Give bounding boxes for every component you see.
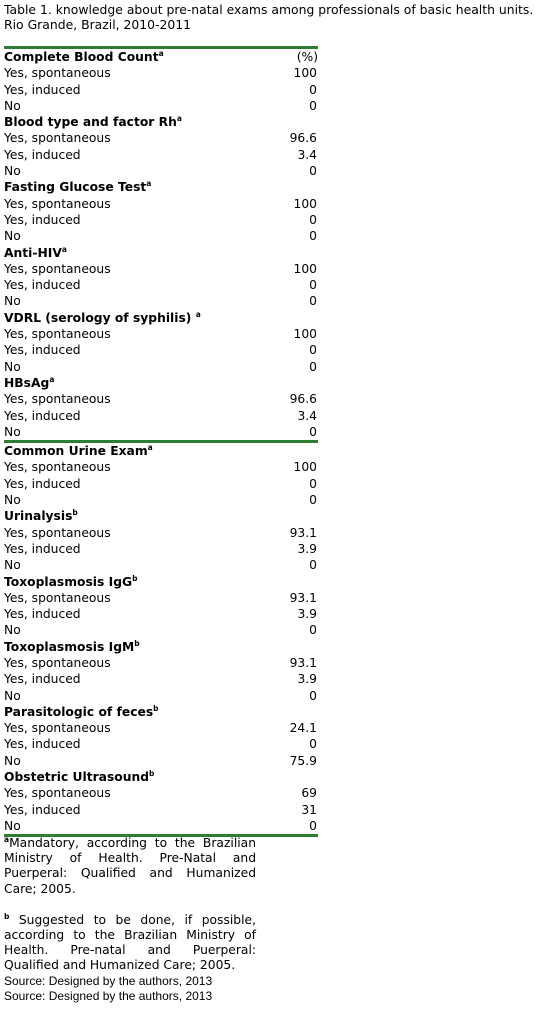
table-row (4, 196, 318, 212)
table-row (4, 163, 318, 179)
footnote-b-mark: b (4, 911, 10, 921)
percent-value: 31 (301, 802, 317, 817)
footnote-a-text: Mandatory, according to the Brazilian Ministry of Health. Pre-Natal and Puerperal: Qualified and Humanized Care; 2005. (4, 836, 256, 896)
section-title: Urinalysis (4, 509, 73, 524)
percent-value: 0 (309, 229, 317, 244)
response-label: Yes, induced (4, 343, 81, 358)
section-header-row (4, 375, 318, 391)
response-label: Yes, spontaneous (4, 590, 111, 605)
percent-value: 0 (309, 278, 317, 293)
percent-value: 0 (309, 476, 317, 491)
section-label (4, 245, 67, 261)
response-label: Yes, induced (4, 278, 81, 293)
table-row (4, 459, 318, 475)
table-row (4, 785, 318, 801)
table-row (4, 65, 318, 81)
response-label: No (4, 164, 21, 179)
footnote-mark: a (61, 244, 67, 254)
percent-value: 3.4 (297, 147, 317, 162)
section-header-row (4, 704, 318, 720)
footnote-mark: a (195, 309, 201, 319)
table-row (4, 293, 318, 309)
response-label: No (4, 623, 21, 638)
table-row (4, 688, 318, 704)
table-row (4, 655, 318, 671)
percent-value: 0 (309, 818, 317, 833)
table-row (4, 408, 318, 424)
footnote-mark: b (134, 638, 140, 648)
footnote-a (4, 836, 256, 897)
footnote-b-text: Suggested to be done, if possible, according to the Brazilian Ministry of Health. Pre-natal and Puerperal: Qualified and Humanized Care; 2005. (4, 912, 256, 973)
table-row (4, 557, 318, 573)
table-row (4, 359, 318, 375)
response-label: Yes, induced (4, 802, 81, 817)
percent-value: 100 (293, 327, 317, 342)
response-label: Yes, induced (4, 212, 81, 227)
percent-value: 0 (309, 294, 317, 309)
response-label: Yes, induced (4, 408, 81, 423)
section-title: Common Urine Exam (4, 444, 148, 459)
response-label: No (4, 558, 21, 573)
table-row (4, 818, 318, 834)
section-label (4, 375, 54, 391)
table-row (4, 342, 318, 358)
section-header-row (4, 179, 318, 195)
section-label (4, 179, 151, 195)
percent-value: 0 (309, 558, 317, 573)
response-label: No (4, 359, 21, 374)
response-label: Yes, induced (4, 737, 81, 752)
percent-value: 75.9 (289, 753, 317, 768)
table-row (4, 671, 318, 687)
response-label: Yes, spontaneous (4, 460, 111, 475)
percent-value: 0 (309, 623, 317, 638)
section-header-row (4, 245, 318, 261)
footnote-a-mark: a (4, 834, 10, 844)
response-label: No (4, 688, 21, 703)
section-title: Toxoplasmosis IgG (4, 574, 133, 589)
table-row (4, 424, 318, 440)
footnote-mark: b (153, 703, 159, 713)
response-label: No (4, 229, 21, 244)
table-row (4, 622, 318, 638)
table-row (4, 802, 318, 818)
response-label: Yes, spontaneous (4, 131, 111, 146)
response-label: Yes, spontaneous (4, 525, 111, 540)
table-row (4, 492, 318, 508)
table-row (4, 326, 318, 342)
response-label: Yes, induced (4, 607, 81, 622)
percent-value: 3.9 (297, 541, 317, 556)
footnotes (4, 836, 256, 1004)
unit-header: (%) (296, 50, 318, 64)
response-label: Yes, induced (4, 147, 81, 162)
response-label: No (4, 294, 21, 309)
section-header-row (4, 310, 318, 326)
response-label: Yes, induced (4, 82, 81, 97)
exam-table (4, 46, 318, 837)
percent-value: 0 (309, 493, 317, 508)
percent-value: 3.4 (297, 408, 317, 423)
percent-value: 0 (309, 688, 317, 703)
section-title: Fasting Glucose Test (4, 180, 147, 195)
section-header-row (4, 769, 318, 785)
table-row (4, 261, 318, 277)
percent-value: 96.6 (289, 131, 317, 146)
footnote-mark: b (132, 573, 138, 583)
section-title: Complete Blood Count (4, 50, 159, 64)
footnote-b (4, 913, 256, 974)
table-row (4, 228, 318, 244)
response-label: Yes, spontaneous (4, 392, 111, 407)
section-header-row (4, 574, 318, 590)
response-label: Yes, induced (4, 672, 81, 687)
section-title: Parasitologic of feces (4, 704, 154, 719)
footnote-mark: a (158, 48, 164, 58)
percent-value: 0 (309, 164, 317, 179)
percent-value: 0 (309, 98, 317, 113)
section-label (4, 704, 159, 720)
percent-value: 100 (293, 196, 317, 211)
section-label (4, 114, 182, 130)
section-label (4, 639, 140, 655)
table-row (4, 391, 318, 407)
percent-value: 0 (309, 424, 317, 439)
section-header-row (4, 639, 318, 655)
section-title: Anti-HIV (4, 245, 62, 260)
table-row (4, 147, 318, 163)
section-label (4, 574, 137, 590)
table-row (4, 720, 318, 736)
source-note-2: Source: Designed by the authors, 2013 (4, 988, 213, 1003)
percent-value: 0 (309, 212, 317, 227)
footnote-mark: a (147, 443, 153, 453)
percent-value: 3.9 (297, 607, 317, 622)
percent-value: 0 (309, 737, 317, 752)
response-label: Yes, spontaneous (4, 655, 111, 670)
table-row (4, 82, 318, 98)
footnote-mark: b (149, 768, 155, 778)
percent-value: 0 (309, 82, 317, 97)
table-caption: Table 1. knowledge about pre-natal exams among professionals of basic health units. Rio Grande, Brazil, 2010-2011 (4, 2, 534, 32)
table-row (4, 212, 318, 228)
section-header-row (4, 114, 318, 130)
footnote-mark: a (146, 179, 152, 189)
table-row (4, 98, 318, 114)
section-label (4, 508, 78, 524)
response-label: Yes, spontaneous (4, 66, 111, 81)
response-label: No (4, 98, 21, 113)
table-row (4, 753, 318, 769)
table-row (4, 476, 318, 492)
percent-value: 100 (293, 261, 317, 276)
percent-value: 100 (293, 460, 317, 475)
table-row (4, 277, 318, 293)
percent-value: 96.6 (289, 392, 317, 407)
section-header-row (4, 443, 318, 459)
percent-value: 93.1 (289, 525, 317, 540)
percent-value: 3.9 (297, 672, 317, 687)
footnote-mark: a (49, 374, 55, 384)
percent-value: 0 (309, 343, 317, 358)
table-body (4, 49, 318, 837)
percent-value: 100 (293, 66, 317, 81)
response-label: Yes, spontaneous (4, 786, 111, 801)
section-header-row (4, 508, 318, 524)
response-label: Yes, induced (4, 476, 81, 491)
table-row (4, 130, 318, 146)
percent-value: 24.1 (289, 721, 317, 736)
section-title: Blood type and factor Rh (4, 115, 177, 130)
footnote-mark: a (176, 114, 182, 124)
table-row (4, 736, 318, 752)
percent-value: 93.1 (289, 655, 317, 670)
section-label (4, 443, 153, 459)
table-row (4, 525, 318, 541)
section-title: HBsAg (4, 375, 50, 390)
response-label: Yes, spontaneous (4, 327, 111, 342)
section-title: Toxoplasmosis IgM (4, 639, 135, 654)
response-label: Yes, induced (4, 541, 81, 556)
table-row (4, 590, 318, 606)
response-label: No (4, 424, 21, 439)
response-label: No (4, 493, 21, 508)
section-label (4, 769, 154, 785)
section-title: Obstetric Ultrasound (4, 770, 150, 785)
response-label: No (4, 818, 21, 833)
source-note-1: Source: Designed by the authors, 2013 (4, 973, 213, 988)
response-label: Yes, spontaneous (4, 196, 111, 211)
table-row (4, 541, 318, 557)
table-row (4, 606, 318, 622)
section-label (4, 49, 164, 65)
section-label (4, 310, 201, 326)
footnote-mark: b (72, 508, 78, 518)
response-label: Yes, spontaneous (4, 721, 111, 736)
section-header-row (4, 49, 318, 65)
section-title: VDRL (serology of syphilis) (4, 310, 196, 325)
response-label: No (4, 753, 21, 768)
percent-value: 93.1 (289, 590, 317, 605)
response-label: Yes, spontaneous (4, 261, 111, 276)
percent-value: 0 (309, 359, 317, 374)
percent-value: 69 (301, 786, 317, 801)
